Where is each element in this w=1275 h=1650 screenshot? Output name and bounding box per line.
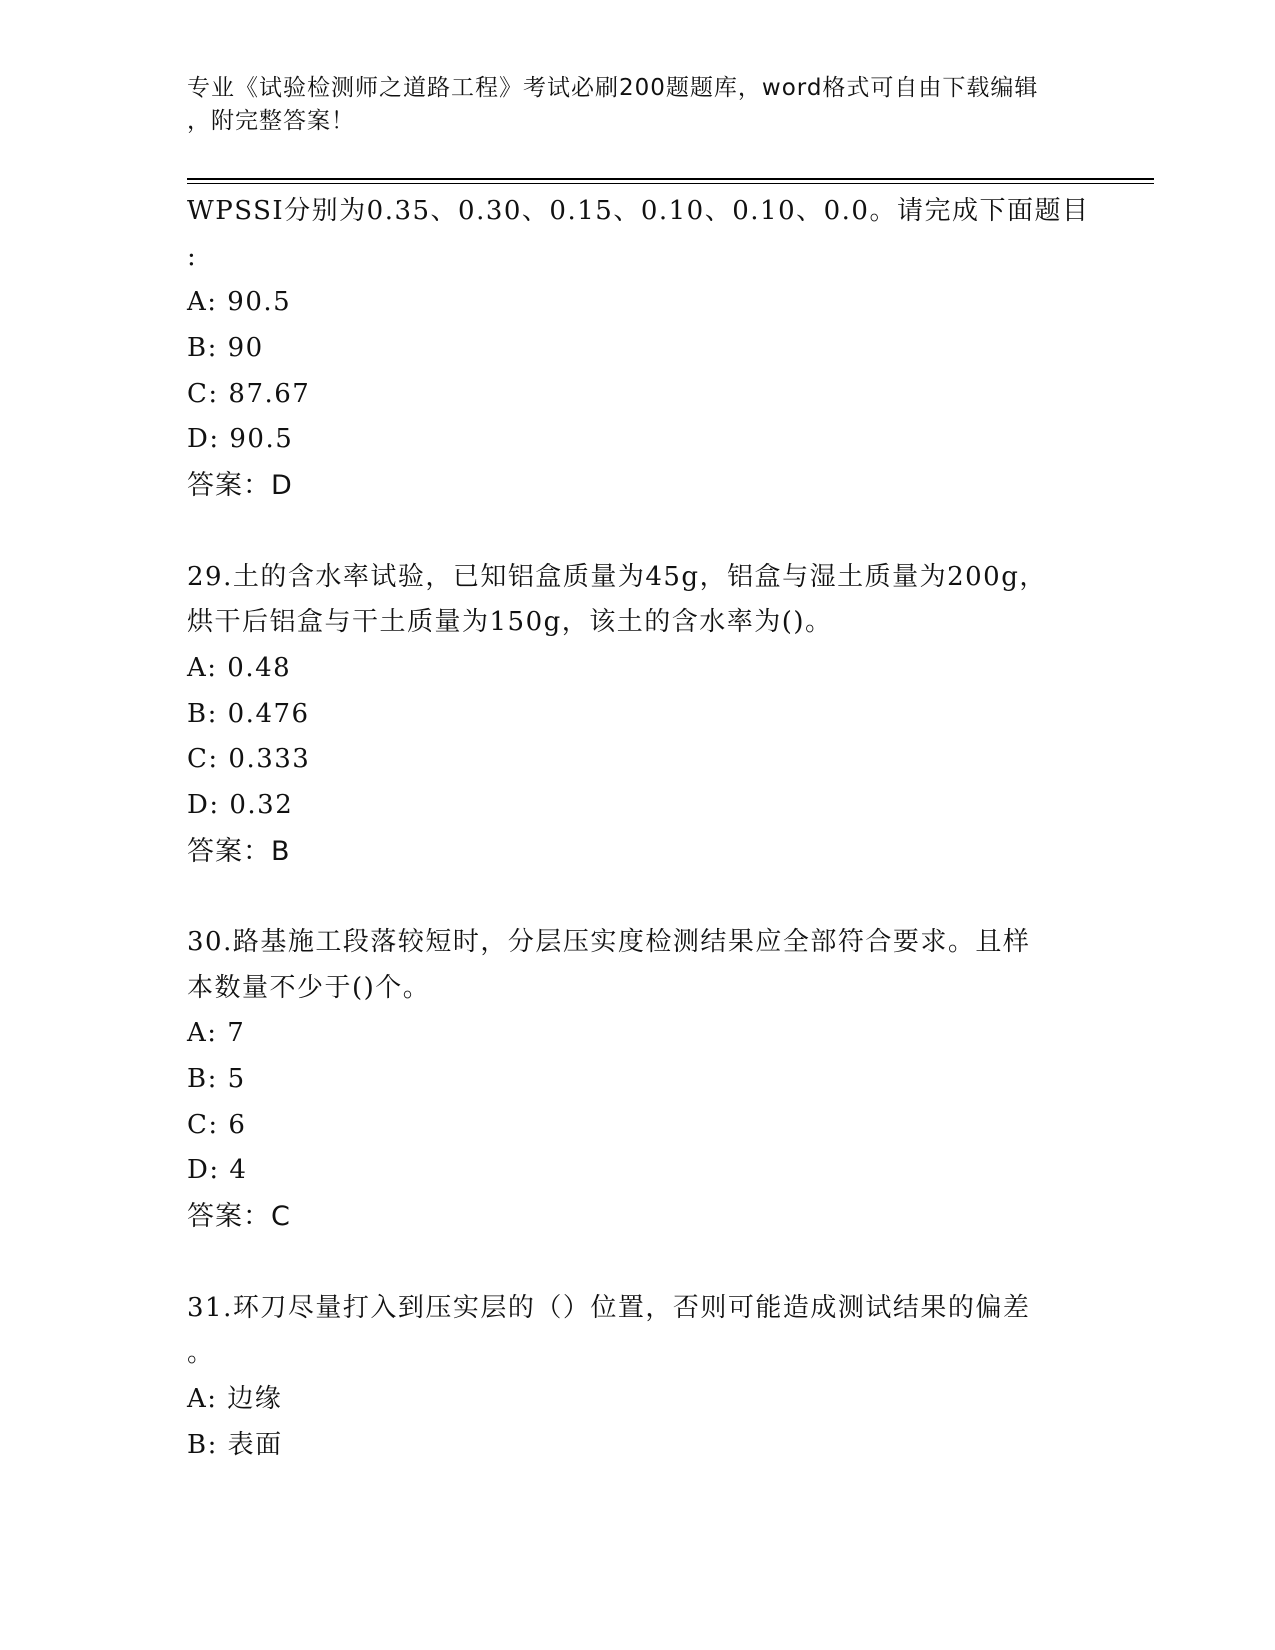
question-stem-line: 30.路基施工段落较短时，分层压实度检测结果应全部符合要求。且样 [187, 927, 1031, 957]
header-rule-thick [187, 178, 1154, 180]
option-d: D: 90.5 [187, 424, 294, 455]
question-block-30 [187, 920, 1087, 1240]
spacer [187, 874, 1087, 920]
option-b: B: 90 [187, 333, 264, 364]
answer-line: 答案：C [187, 1201, 291, 1233]
option-b: B: 5 [187, 1064, 246, 1095]
document-header [187, 72, 1067, 138]
option-c: C: 6 [187, 1109, 247, 1140]
option-a: A: 0.48 [187, 652, 292, 683]
question-stem-line: : [187, 241, 198, 272]
option-b: B: 表面 [187, 1429, 283, 1460]
option-b: B: 0.476 [187, 698, 310, 729]
spacer [187, 509, 1087, 555]
option-d: D: 0.32 [187, 789, 294, 820]
option-a: A: 90.5 [187, 287, 292, 318]
option-a: A: 7 [187, 1018, 246, 1049]
question-stem-line: 29.土的含水率试验，已知铝盒质量为45g，铝盒与湿土质量为200g， [187, 561, 1047, 592]
question-stem-line: 31.环刀尽量打入到压实层的（）位置，否则可能造成测试结果的偏差 [187, 1292, 1031, 1323]
question-block-continued [187, 189, 1090, 509]
spacer [187, 1240, 1087, 1286]
question-stem-line: 烘干后铝盒与干土质量为150g，该土的含水率为()。 [187, 607, 833, 638]
header-line-1: 专业《试验检测师之道路工程》考试必刷200题题库，word格式可自由下载编辑 [187, 75, 1039, 101]
option-a: A: 边缘 [187, 1383, 283, 1414]
document-body [187, 189, 1090, 1468]
header-line-2: ，附完整答案！ [187, 108, 355, 134]
question-block-29 [187, 555, 1087, 875]
option-c: C: 87.67 [187, 378, 311, 409]
question-block-31 [187, 1286, 1087, 1469]
question-stem-line: WPSSI分别为0.35、0.30、0.15、0.10、0.10、0.0。请完成下面题目 [187, 196, 1090, 226]
question-stem-line: 。 [187, 1338, 215, 1369]
option-c: C: 0.333 [187, 744, 311, 775]
option-d: D: 4 [187, 1155, 248, 1186]
answer-line: 答案：B [187, 835, 291, 867]
answer-line: 答案：D [187, 470, 293, 502]
question-stem-line: 本数量不少于()个。 [187, 972, 431, 1003]
header-rule-thin [187, 183, 1154, 184]
